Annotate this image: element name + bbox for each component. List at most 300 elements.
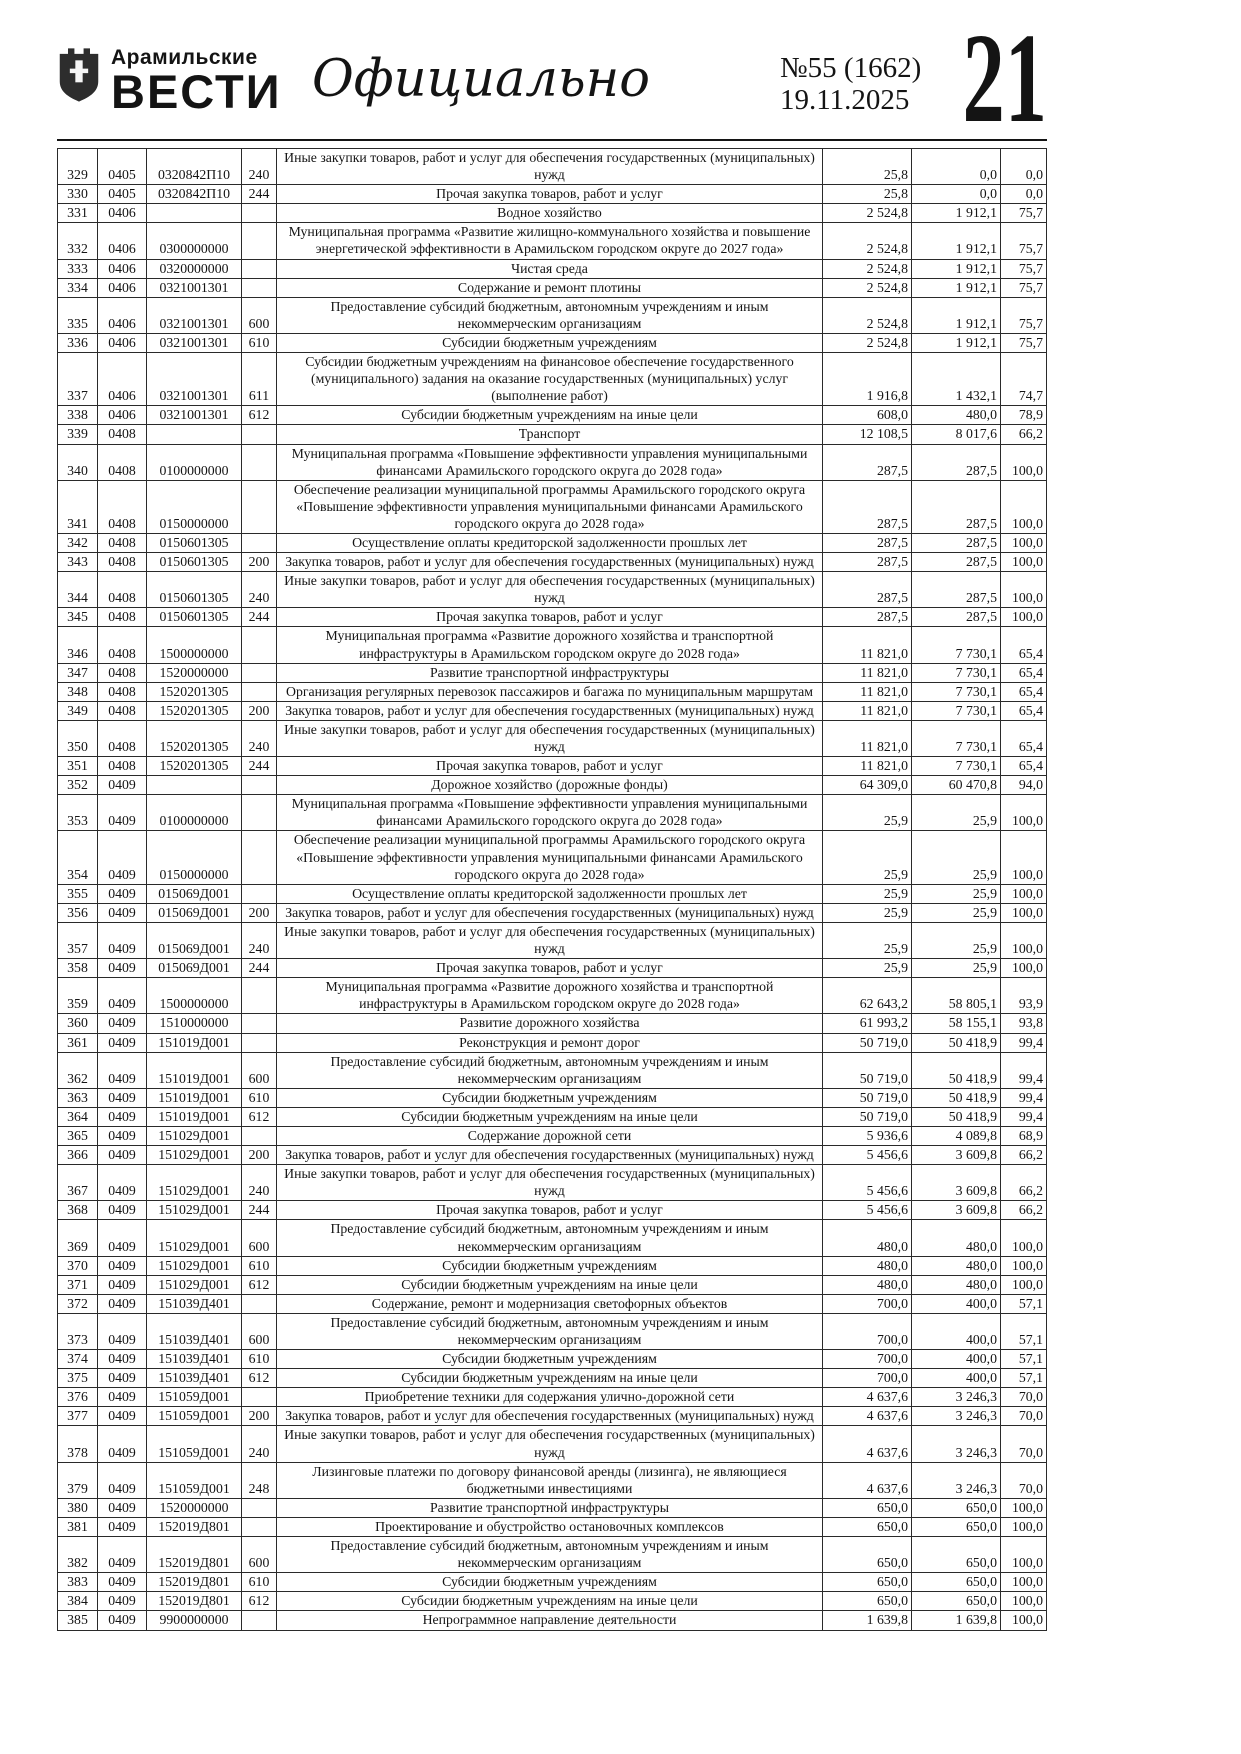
fact-amount-cell: 50 418,9: [912, 1107, 1001, 1126]
target-article-cell: 1520000000: [147, 663, 242, 682]
expense-type-cell: [242, 223, 277, 259]
target-article-cell: 151059Д001: [147, 1407, 242, 1426]
expense-name-cell: Муниципальная программа «Развитие жилищно-коммунального хозяйства и повышение энергетической эффективности в Арамильском городском округе до 2027 года»: [277, 223, 823, 259]
percent-cell: 100,0: [1001, 831, 1047, 884]
section-code-cell: 0409: [98, 903, 147, 922]
table-row: [58, 533, 1047, 552]
target-article-cell: 9900000000: [147, 1611, 242, 1630]
percent-cell: 100,0: [1001, 903, 1047, 922]
expense-name-cell: Субсидии бюджетным учреждениям: [277, 1088, 823, 1107]
target-article-cell: 0100000000: [147, 444, 242, 480]
expense-name-cell: Предоставление субсидий бюджетным, автономным учреждениям и иным некоммерческим организациям: [277, 1220, 823, 1256]
plan-amount-cell: 287,5: [823, 572, 912, 608]
percent-cell: 100,0: [1001, 884, 1047, 903]
row-number-cell: 343: [58, 553, 98, 572]
target-article-cell: 151029Д001: [147, 1201, 242, 1220]
expense-name-cell: Лизинговые платежи по договору финансовой аренды (лизинга), не являющиеся бюджетными инвестициями: [277, 1462, 823, 1498]
fact-amount-cell: 58 155,1: [912, 1014, 1001, 1033]
percent-cell: 66,2: [1001, 1146, 1047, 1165]
expense-name-cell: Прочая закупка товаров, работ и услуг: [277, 185, 823, 204]
expense-name-cell: Муниципальная программа «Развитие дорожного хозяйства и транспортной инфраструктуры в Арамильском городском округе до 2028 года»: [277, 627, 823, 663]
brand-text: [111, 46, 282, 118]
target-article-cell: 151059Д001: [147, 1426, 242, 1462]
fact-amount-cell: 4 089,8: [912, 1126, 1001, 1145]
plan-amount-cell: 5 456,6: [823, 1201, 912, 1220]
plan-amount-cell: 11 821,0: [823, 757, 912, 776]
fact-amount-cell: 1 912,1: [912, 259, 1001, 278]
plan-amount-cell: 480,0: [823, 1275, 912, 1294]
fact-amount-cell: 3 609,8: [912, 1146, 1001, 1165]
expense-name-cell: Закупка товаров, работ и услуг для обеспечения государственных (муниципальных) нужд: [277, 553, 823, 572]
section-code-cell: 0409: [98, 1201, 147, 1220]
section-code-cell: 0409: [98, 1107, 147, 1126]
percent-cell: 75,7: [1001, 333, 1047, 352]
expense-type-cell: [242, 1388, 277, 1407]
fact-amount-cell: 1 432,1: [912, 353, 1001, 406]
brand-name-top: Арамильские: [111, 46, 258, 69]
expense-name-cell: Субсидии бюджетным учреждениям на иные цели: [277, 1107, 823, 1126]
section-code-cell: 0406: [98, 406, 147, 425]
fact-amount-cell: 1 912,1: [912, 204, 1001, 223]
target-article-cell: [147, 425, 242, 444]
plan-amount-cell: 61 993,2: [823, 1014, 912, 1033]
expense-type-cell: 610: [242, 333, 277, 352]
section-code-cell: 0409: [98, 1592, 147, 1611]
percent-cell: 100,0: [1001, 1498, 1047, 1517]
table-row: [58, 204, 1047, 223]
target-article-cell: 0320842П10: [147, 149, 242, 185]
table-row: [58, 1275, 1047, 1294]
target-article-cell: 1510000000: [147, 1014, 242, 1033]
row-number-cell: 329: [58, 149, 98, 185]
expense-type-cell: 610: [242, 1573, 277, 1592]
newspaper-logo: [57, 46, 282, 118]
percent-cell: 100,0: [1001, 608, 1047, 627]
expense-type-cell: [242, 627, 277, 663]
expense-type-cell: 200: [242, 903, 277, 922]
table-row: [58, 425, 1047, 444]
fact-amount-cell: 7 730,1: [912, 757, 1001, 776]
table-row: [58, 682, 1047, 701]
table-row: [58, 185, 1047, 204]
expense-name-cell: Иные закупки товаров, работ и услуг для обеспечения государственных (муниципальных) нужд: [277, 922, 823, 958]
plan-amount-cell: 287,5: [823, 444, 912, 480]
plan-amount-cell: 1 639,8: [823, 1611, 912, 1630]
row-number-cell: 351: [58, 757, 98, 776]
table-row: [58, 1407, 1047, 1426]
target-article-cell: 0321001301: [147, 353, 242, 406]
row-number-cell: 362: [58, 1052, 98, 1088]
percent-cell: 100,0: [1001, 922, 1047, 958]
row-number-cell: 345: [58, 608, 98, 627]
percent-cell: 75,7: [1001, 297, 1047, 333]
target-article-cell: 1520201305: [147, 701, 242, 720]
expense-type-cell: 600: [242, 1220, 277, 1256]
expense-type-cell: 240: [242, 572, 277, 608]
row-number-cell: 368: [58, 1201, 98, 1220]
issue-number: №55 (1662): [780, 52, 922, 84]
row-number-cell: 341: [58, 480, 98, 533]
row-number-cell: 353: [58, 795, 98, 831]
budget-table-body: [58, 149, 1047, 1631]
section-code-cell: 0409: [98, 1369, 147, 1388]
plan-amount-cell: 650,0: [823, 1517, 912, 1536]
percent-cell: 65,4: [1001, 663, 1047, 682]
plan-amount-cell: 480,0: [823, 1256, 912, 1275]
table-row: [58, 1294, 1047, 1313]
table-row: [58, 223, 1047, 259]
row-number-cell: 346: [58, 627, 98, 663]
page-number: 21: [962, 7, 1047, 149]
plan-amount-cell: 650,0: [823, 1573, 912, 1592]
expense-type-cell: [242, 795, 277, 831]
target-article-cell: [147, 204, 242, 223]
table-row: [58, 720, 1047, 756]
percent-cell: 100,0: [1001, 1592, 1047, 1611]
expense-type-cell: 240: [242, 922, 277, 958]
table-row: [58, 297, 1047, 333]
target-article-cell: 152019Д801: [147, 1517, 242, 1536]
section-code-cell: 0409: [98, 1388, 147, 1407]
table-row: [58, 1146, 1047, 1165]
section-code-cell: 0409: [98, 1256, 147, 1275]
fact-amount-cell: 287,5: [912, 553, 1001, 572]
table-row: [58, 795, 1047, 831]
plan-amount-cell: 5 456,6: [823, 1165, 912, 1201]
section-code-cell: 0409: [98, 831, 147, 884]
section-code-cell: 0409: [98, 1033, 147, 1052]
row-number-cell: 364: [58, 1107, 98, 1126]
table-row: [58, 663, 1047, 682]
section-code-cell: 0409: [98, 1014, 147, 1033]
row-number-cell: 371: [58, 1275, 98, 1294]
row-number-cell: 369: [58, 1220, 98, 1256]
plan-amount-cell: 64 309,0: [823, 776, 912, 795]
section-code-cell: 0408: [98, 572, 147, 608]
expense-name-cell: Субсидии бюджетным учреждениям: [277, 1256, 823, 1275]
row-number-cell: 365: [58, 1126, 98, 1145]
fact-amount-cell: 1 639,8: [912, 1611, 1001, 1630]
row-number-cell: 342: [58, 533, 98, 552]
fact-amount-cell: 7 730,1: [912, 663, 1001, 682]
target-article-cell: 0150601305: [147, 553, 242, 572]
target-article-cell: 0150601305: [147, 533, 242, 552]
section-code-cell: 0406: [98, 333, 147, 352]
plan-amount-cell: 700,0: [823, 1350, 912, 1369]
plan-amount-cell: 25,9: [823, 795, 912, 831]
plan-amount-cell: 650,0: [823, 1592, 912, 1611]
plan-amount-cell: 650,0: [823, 1498, 912, 1517]
expense-name-cell: Обеспечение реализации муниципальной программы Арамильского городского округа «Повышение эффективности управления муниципальными финансами Арамильского городского округа до 2028 года»: [277, 480, 823, 533]
percent-cell: 100,0: [1001, 480, 1047, 533]
row-number-cell: 332: [58, 223, 98, 259]
expense-type-cell: [242, 663, 277, 682]
section-code-cell: 0406: [98, 204, 147, 223]
fact-amount-cell: 3 246,3: [912, 1407, 1001, 1426]
table-row: [58, 1052, 1047, 1088]
table-row: [58, 1517, 1047, 1536]
fact-amount-cell: 25,9: [912, 831, 1001, 884]
percent-cell: 65,4: [1001, 627, 1047, 663]
section-title: Официально: [312, 50, 650, 109]
row-number-cell: 336: [58, 333, 98, 352]
percent-cell: 65,4: [1001, 701, 1047, 720]
row-number-cell: 376: [58, 1388, 98, 1407]
section-code-cell: 0408: [98, 720, 147, 756]
fact-amount-cell: 287,5: [912, 444, 1001, 480]
percent-cell: 65,4: [1001, 720, 1047, 756]
percent-cell: 99,4: [1001, 1088, 1047, 1107]
expense-type-cell: 244: [242, 959, 277, 978]
target-article-cell: 151019Д001: [147, 1033, 242, 1052]
fact-amount-cell: 0,0: [912, 185, 1001, 204]
table-row: [58, 1426, 1047, 1462]
section-code-cell: 0409: [98, 1426, 147, 1462]
percent-cell: 99,4: [1001, 1052, 1047, 1088]
section-code-cell: 0409: [98, 776, 147, 795]
row-number-cell: 333: [58, 259, 98, 278]
section-code-cell: 0409: [98, 1537, 147, 1573]
plan-amount-cell: 25,8: [823, 149, 912, 185]
table-row: [58, 757, 1047, 776]
expense-name-cell: Закупка товаров, работ и услуг для обеспечения государственных (муниципальных) нужд: [277, 701, 823, 720]
plan-amount-cell: 700,0: [823, 1369, 912, 1388]
expense-type-cell: 612: [242, 406, 277, 425]
target-article-cell: 152019Д801: [147, 1573, 242, 1592]
expense-type-cell: 600: [242, 297, 277, 333]
plan-amount-cell: 2 524,8: [823, 278, 912, 297]
plan-amount-cell: 287,5: [823, 553, 912, 572]
expense-type-cell: [242, 278, 277, 297]
expense-name-cell: Развитие транспортной инфраструктуры: [277, 663, 823, 682]
fact-amount-cell: 287,5: [912, 608, 1001, 627]
expense-type-cell: 611: [242, 353, 277, 406]
percent-cell: 75,7: [1001, 223, 1047, 259]
table-row: [58, 278, 1047, 297]
percent-cell: 65,4: [1001, 682, 1047, 701]
row-number-cell: 344: [58, 572, 98, 608]
percent-cell: 0,0: [1001, 185, 1047, 204]
expense-type-cell: [242, 425, 277, 444]
expense-type-cell: 600: [242, 1537, 277, 1573]
table-row: [58, 572, 1047, 608]
table-row: [58, 1014, 1047, 1033]
section-code-cell: 0409: [98, 1220, 147, 1256]
target-article-cell: 151039Д401: [147, 1294, 242, 1313]
section-code-cell: 0408: [98, 627, 147, 663]
section-code-cell: 0409: [98, 1517, 147, 1536]
percent-cell: 57,1: [1001, 1369, 1047, 1388]
expense-name-cell: Осуществление оплаты кредиторской задолженности прошлых лет: [277, 884, 823, 903]
plan-amount-cell: 2 524,8: [823, 259, 912, 278]
plan-amount-cell: 287,5: [823, 533, 912, 552]
plan-amount-cell: 287,5: [823, 480, 912, 533]
table-row: [58, 1256, 1047, 1275]
table-row: [58, 608, 1047, 627]
expense-name-cell: Развитие транспортной инфраструктуры: [277, 1498, 823, 1517]
row-number-cell: 383: [58, 1573, 98, 1592]
expense-type-cell: 610: [242, 1350, 277, 1369]
expense-type-cell: 610: [242, 1088, 277, 1107]
expense-name-cell: Субсидии бюджетным учреждениям: [277, 333, 823, 352]
plan-amount-cell: 11 821,0: [823, 627, 912, 663]
fact-amount-cell: 25,9: [912, 884, 1001, 903]
plan-amount-cell: 62 643,2: [823, 978, 912, 1014]
section-code-cell: 0405: [98, 185, 147, 204]
row-number-cell: 357: [58, 922, 98, 958]
expense-name-cell: Субсидии бюджетным учреждениям на иные цели: [277, 1369, 823, 1388]
row-number-cell: 363: [58, 1088, 98, 1107]
target-article-cell: 151029Д001: [147, 1256, 242, 1275]
target-article-cell: 151029Д001: [147, 1220, 242, 1256]
expense-type-cell: [242, 1498, 277, 1517]
row-number-cell: 340: [58, 444, 98, 480]
plan-amount-cell: 5 456,6: [823, 1146, 912, 1165]
section-code-cell: 0409: [98, 1165, 147, 1201]
percent-cell: 70,0: [1001, 1426, 1047, 1462]
section-code-cell: 0408: [98, 425, 147, 444]
percent-cell: 100,0: [1001, 1275, 1047, 1294]
expense-name-cell: Закупка товаров, работ и услуг для обеспечения государственных (муниципальных) нужд: [277, 1407, 823, 1426]
plan-amount-cell: 650,0: [823, 1537, 912, 1573]
target-article-cell: 0321001301: [147, 297, 242, 333]
row-number-cell: 334: [58, 278, 98, 297]
fact-amount-cell: 60 470,8: [912, 776, 1001, 795]
budget-table: [57, 148, 1047, 1631]
expense-type-cell: [242, 1126, 277, 1145]
table-row: [58, 1573, 1047, 1592]
fact-amount-cell: 3 246,3: [912, 1388, 1001, 1407]
section-code-cell: 0409: [98, 1407, 147, 1426]
plan-amount-cell: 2 524,8: [823, 204, 912, 223]
expense-name-cell: Закупка товаров, работ и услуг для обеспечения государственных (муниципальных) нужд: [277, 1146, 823, 1165]
row-number-cell: 331: [58, 204, 98, 223]
expense-type-cell: [242, 204, 277, 223]
table-row: [58, 1313, 1047, 1349]
section-code-cell: 0408: [98, 682, 147, 701]
row-number-cell: 377: [58, 1407, 98, 1426]
target-article-cell: 151029Д001: [147, 1165, 242, 1201]
expense-name-cell: Предоставление субсидий бюджетным, автономным учреждениям и иным некоммерческим организациям: [277, 297, 823, 333]
target-article-cell: 152019Д801: [147, 1592, 242, 1611]
fact-amount-cell: 480,0: [912, 1220, 1001, 1256]
target-article-cell: 151019Д001: [147, 1088, 242, 1107]
plan-amount-cell: 50 719,0: [823, 1033, 912, 1052]
table-row: [58, 776, 1047, 795]
expense-name-cell: Осуществление оплаты кредиторской задолженности прошлых лет: [277, 533, 823, 552]
row-number-cell: 338: [58, 406, 98, 425]
fact-amount-cell: 7 730,1: [912, 701, 1001, 720]
percent-cell: 0,0: [1001, 149, 1047, 185]
percent-cell: 100,0: [1001, 1537, 1047, 1573]
row-number-cell: 350: [58, 720, 98, 756]
fact-amount-cell: 3 609,8: [912, 1201, 1001, 1220]
fact-amount-cell: 7 730,1: [912, 627, 1001, 663]
table-row: [58, 406, 1047, 425]
expense-type-cell: 248: [242, 1462, 277, 1498]
expense-type-cell: 240: [242, 1165, 277, 1201]
fact-amount-cell: 50 418,9: [912, 1033, 1001, 1052]
expense-name-cell: Транспорт: [277, 425, 823, 444]
percent-cell: 74,7: [1001, 353, 1047, 406]
plan-amount-cell: 11 821,0: [823, 663, 912, 682]
fact-amount-cell: 650,0: [912, 1537, 1001, 1573]
target-article-cell: [147, 776, 242, 795]
fact-amount-cell: 58 805,1: [912, 978, 1001, 1014]
table-row: [58, 1126, 1047, 1145]
target-article-cell: 0321001301: [147, 278, 242, 297]
section-code-cell: 0408: [98, 480, 147, 533]
target-article-cell: 151029Д001: [147, 1126, 242, 1145]
table-row: [58, 353, 1047, 406]
expense-type-cell: [242, 776, 277, 795]
plan-amount-cell: 50 719,0: [823, 1107, 912, 1126]
section-code-cell: 0408: [98, 757, 147, 776]
table-row: [58, 1220, 1047, 1256]
expense-name-cell: Иные закупки товаров, работ и услуг для обеспечения государственных (муниципальных) нужд: [277, 1165, 823, 1201]
expense-type-cell: [242, 480, 277, 533]
table-row: [58, 1088, 1047, 1107]
expense-type-cell: [242, 978, 277, 1014]
row-number-cell: 380: [58, 1498, 98, 1517]
section-code-cell: 0408: [98, 608, 147, 627]
section-code-cell: 0409: [98, 1573, 147, 1592]
row-number-cell: 348: [58, 682, 98, 701]
percent-cell: 100,0: [1001, 1220, 1047, 1256]
percent-cell: 100,0: [1001, 533, 1047, 552]
target-article-cell: 0300000000: [147, 223, 242, 259]
target-article-cell: 1520201305: [147, 720, 242, 756]
fact-amount-cell: 1 912,1: [912, 223, 1001, 259]
plan-amount-cell: 50 719,0: [823, 1052, 912, 1088]
row-number-cell: 381: [58, 1517, 98, 1536]
expense-name-cell: Прочая закупка товаров, работ и услуг: [277, 1201, 823, 1220]
row-number-cell: 385: [58, 1611, 98, 1630]
target-article-cell: 0100000000: [147, 795, 242, 831]
section-code-cell: 0409: [98, 795, 147, 831]
percent-cell: 100,0: [1001, 572, 1047, 608]
table-row: [58, 444, 1047, 480]
expense-name-cell: Проектирование и обустройство остановочных комплексов: [277, 1517, 823, 1536]
expense-type-cell: 612: [242, 1592, 277, 1611]
row-number-cell: 372: [58, 1294, 98, 1313]
percent-cell: 57,1: [1001, 1350, 1047, 1369]
expense-name-cell: Субсидии бюджетным учреждениям на иные цели: [277, 1592, 823, 1611]
table-row: [58, 1537, 1047, 1573]
expense-name-cell: Субсидии бюджетным учреждениям на иные цели: [277, 1275, 823, 1294]
fact-amount-cell: 7 730,1: [912, 720, 1001, 756]
plan-amount-cell: 25,9: [823, 959, 912, 978]
plan-amount-cell: 25,9: [823, 903, 912, 922]
section-code-cell: 0409: [98, 1088, 147, 1107]
fact-amount-cell: 1 912,1: [912, 333, 1001, 352]
expense-name-cell: Водное хозяйство: [277, 204, 823, 223]
plan-amount-cell: 480,0: [823, 1220, 912, 1256]
row-number-cell: 347: [58, 663, 98, 682]
percent-cell: 100,0: [1001, 1517, 1047, 1536]
table-row: [58, 1388, 1047, 1407]
section-code-cell: 0406: [98, 297, 147, 333]
expense-name-cell: Обеспечение реализации муниципальной программы Арамильского городского округа «Повышение эффективности управления муниципальными финансами Арамильского городского округа до 2028 года»: [277, 831, 823, 884]
brand-name-bottom: ВЕСТИ: [111, 65, 282, 118]
expense-name-cell: Иные закупки товаров, работ и услуг для обеспечения государственных (муниципальных) нужд: [277, 720, 823, 756]
table-row: [58, 259, 1047, 278]
row-number-cell: 361: [58, 1033, 98, 1052]
table-row: [58, 922, 1047, 958]
expense-name-cell: Субсидии бюджетным учреждениям: [277, 1350, 823, 1369]
plan-amount-cell: 4 637,6: [823, 1388, 912, 1407]
target-article-cell: 151039Д401: [147, 1313, 242, 1349]
